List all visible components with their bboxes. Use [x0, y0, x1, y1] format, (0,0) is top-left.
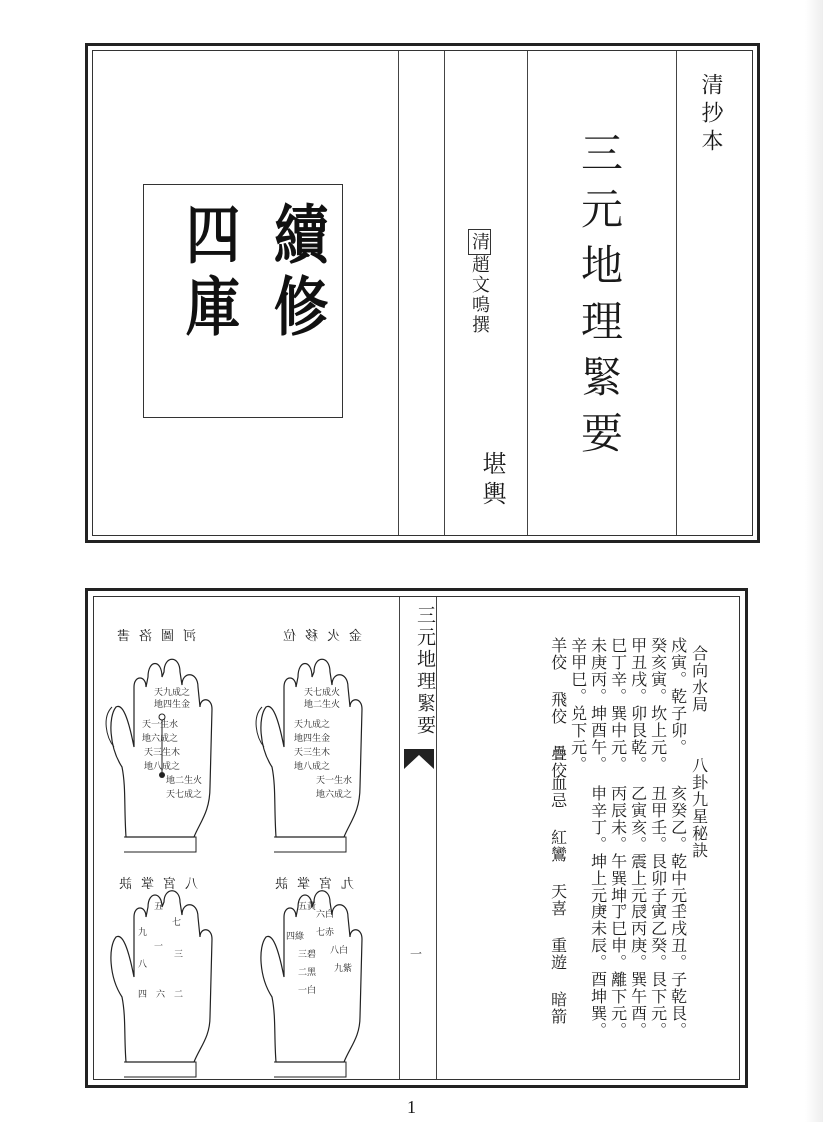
jin-huo-title: 金火移位	[274, 629, 363, 644]
hand-label: 天七成之	[166, 790, 203, 800]
book-title: 三元地理緊要	[575, 131, 624, 467]
text-column: 辰丙庚。巽午酉。	[628, 903, 648, 1039]
hand-label: 地二生火	[166, 776, 203, 786]
content-page-inner-border	[93, 596, 740, 1080]
star-label: 六白	[316, 910, 335, 920]
jiu-gong-hand-diagram	[254, 887, 394, 1087]
text-column: 寅乙癸。艮下元。	[648, 903, 668, 1039]
text-column: 丑甲壬。艮卯子。	[648, 785, 668, 921]
hand-label: 地六成之	[316, 790, 353, 800]
hand-label: 地四生金	[294, 734, 331, 744]
text-column: 血忌 紅鸞 天喜 重遊 暗箭	[548, 775, 568, 1025]
text-column: 庚未辰。酉坤巽。	[588, 903, 608, 1039]
spine-page-number: 一	[410, 947, 423, 961]
column-rule	[676, 51, 677, 535]
palace-number: 二	[174, 990, 184, 1000]
column-rule	[444, 51, 445, 535]
hand-label: 地二生火	[304, 700, 341, 710]
library-seal	[143, 184, 343, 418]
star-label: 九紫	[334, 964, 353, 974]
text-column: 辛甲巳。兑下元。	[568, 637, 588, 773]
text-column: 癸亥寅。坎上元。	[648, 637, 668, 773]
hand-label: 天九成之	[154, 688, 191, 698]
text-column: 亥癸乙。乾中元。	[668, 785, 688, 921]
star-label: 三碧	[298, 950, 317, 960]
palace-number: 八	[138, 960, 148, 970]
star-label: 八白	[330, 946, 349, 956]
palace-number: 四	[138, 990, 148, 1000]
palace-number: 九	[138, 928, 148, 938]
text-column: 合向水局	[689, 645, 709, 713]
hand-label: 天七成火	[304, 688, 341, 698]
jin-huo-hand-diagram	[254, 647, 394, 862]
text-column: 羊佼 飛佼 疊佼	[548, 637, 568, 779]
ba-gong-hand-diagram	[104, 887, 244, 1087]
hand-label: 地八成之	[294, 762, 331, 772]
palace-number: 一	[154, 942, 164, 952]
spine-rule-left	[399, 597, 400, 1079]
hand-label: 天九成之	[294, 720, 331, 730]
column-rule	[398, 51, 399, 535]
genre-label: 堪輿	[478, 451, 506, 511]
text-column: 八卦九星秘訣	[689, 757, 709, 859]
palace-number: 三	[174, 950, 184, 960]
jiu-gong-title: 九宮掌訣	[266, 877, 355, 892]
hand-label: 地八成之	[144, 762, 181, 772]
star-label: 二黑	[298, 968, 317, 978]
text-column: 甲丑戌。卯艮乾。	[628, 637, 648, 773]
he-luo-title: 河圖洛書	[108, 629, 197, 644]
fishtail-mark-icon	[404, 749, 434, 769]
palace-number: 五	[154, 902, 164, 912]
column-rule	[527, 51, 528, 535]
dynasty-mark: 清	[468, 229, 491, 255]
star-label: 一白	[298, 986, 317, 996]
seal-text-left: 四庫	[176, 201, 241, 345]
hand-label: 天三生木	[294, 748, 331, 758]
palace-number: 六	[156, 990, 166, 1000]
text-column: 未庚丙。坤酉午。	[588, 637, 608, 773]
seal-text-right: 續修	[264, 201, 329, 345]
page-number: 1	[407, 1097, 416, 1117]
he-luo-labels	[142, 686, 202, 800]
text-column: 丙辰未。午巽坤。	[608, 785, 628, 921]
text-column: 丁巳申。離下元。	[608, 903, 628, 1039]
text-column: 壬戌丑。子乾艮。	[668, 903, 688, 1039]
he-luo-hand-diagram	[104, 647, 244, 862]
hand-label: 地六成之	[142, 734, 179, 744]
content-page	[85, 588, 748, 1088]
ba-gong-title: 八宮掌訣	[110, 877, 199, 892]
edition-label: 清抄本	[698, 73, 723, 157]
palace-number: 七	[172, 918, 182, 928]
author-name: 趙文鳴撰	[469, 255, 490, 335]
author-line	[466, 229, 492, 335]
hand-label: 天一生水	[316, 776, 353, 786]
star-label: 五黃	[298, 902, 317, 912]
star-label: 四綠	[286, 932, 305, 942]
text-column: 戍寅。乾子卯。	[668, 637, 688, 756]
title-page	[85, 43, 760, 543]
text-column: 乙寅亥。震上元。	[628, 785, 648, 921]
hand-label: 天三生木	[144, 748, 181, 758]
star-label: 七赤	[316, 928, 335, 938]
hand-label: 地四生金	[154, 700, 191, 710]
spine-title: 三元地理緊要	[414, 605, 436, 737]
hand-label: 天一生水	[142, 720, 179, 730]
title-page-inner-border	[92, 50, 753, 536]
text-column: 巳丁辛。巽中元。	[608, 637, 628, 773]
text-column: 申辛丁。坤上元。	[588, 785, 608, 921]
page-edge	[805, 0, 823, 1122]
